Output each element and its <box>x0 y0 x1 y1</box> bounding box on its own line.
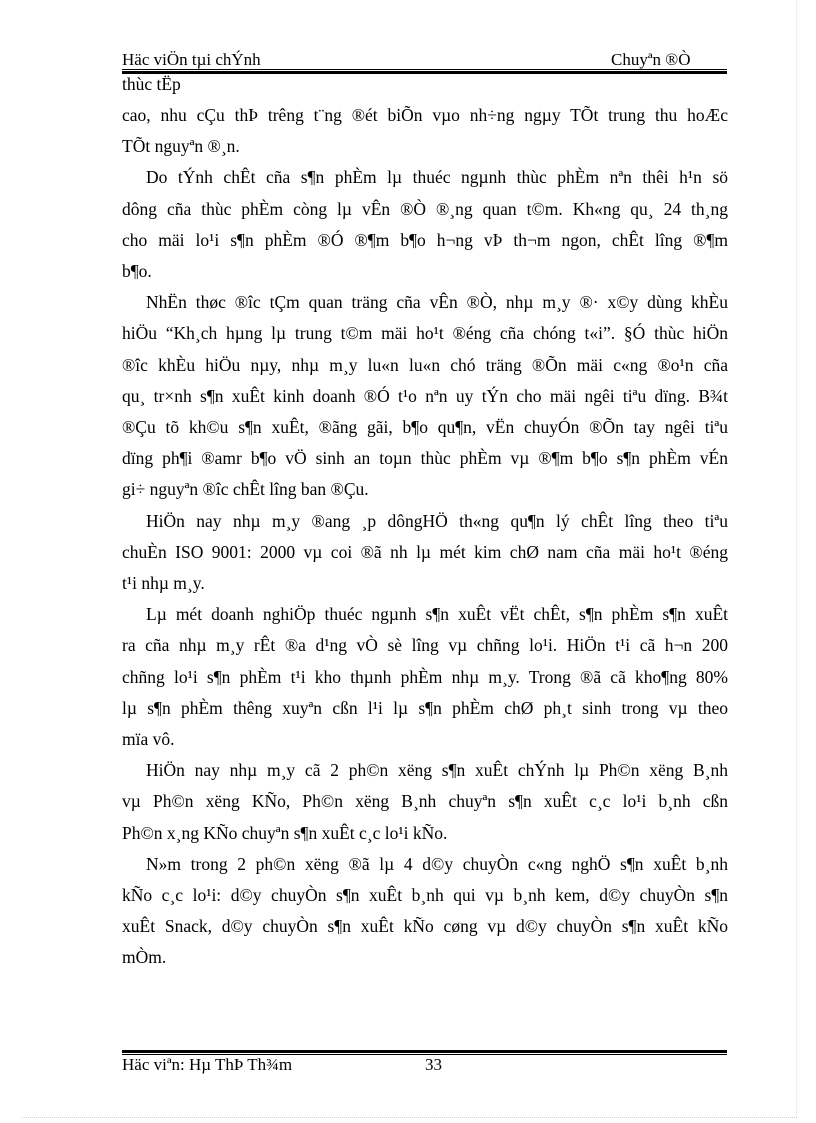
body-line: Ph©n x¸ng KÑo chuyªn s¶n xuÊt c¸c lo¹i kÑo. <box>122 822 448 843</box>
body-line: ®Çu tõ kh©u s¶n xuÊt, ®ãng gãi, b¶o qu¶n, vËn chuyÓn ®Õn tay ngêi tiªu <box>122 417 728 438</box>
body-line: chuÈn ISO 9001: 2000 vµ coi ®ã nh lµ mét kim chØ nam cña mäi ho¹t ®éng <box>122 541 728 562</box>
body-line: kÑo c¸c lo¹i: d©y chuyÒn s¶n xuÊt b¸nh qui vµ b¸nh kem, d©y chuyÒn s¶n <box>122 885 728 906</box>
body-line: mïa vô. <box>122 729 175 750</box>
body-line: gi÷ nguyªn ®îc chÊt lîng ban ®Çu. <box>122 479 369 500</box>
body-line: xuÊt Snack, d©y chuyÒn s¶n xuÊt kÑo cøng vµ d©y chuyÒn s¶n xuÊt kÑo <box>122 916 728 937</box>
body-line: chñng lo¹i s¶n phÈm t¹i kho thµnh phÈm nhµ m¸y. Trong ®ã cã kho¶ng 80% <box>122 666 728 687</box>
header-title: Chuyªn ®Ò <box>611 50 691 69</box>
header-institution: Häc viÖn tµi chÝnh <box>122 50 261 69</box>
body-line: TÕt nguyªn ®¸n. <box>122 136 240 157</box>
body-line: Do tÝnh chÊt cña s¶n phÈm lµ thuéc ngµnh thùc phÈm nªn thêi h¹n sö <box>146 167 728 188</box>
body-line: HiÖn nay nhµ m¸y ®ang ¸p dôngHÖ th«ng qu¶n lý chÊt lîng theo tiªu <box>146 510 728 531</box>
body-line: lµ s¶n phÈm thêng xuyªn cßn l¹i lµ s¶n phÈm chØ ph¸t sinh trong vµ theo <box>122 697 728 718</box>
page-edge-right <box>796 0 797 1117</box>
body-line: mÒm. <box>122 947 167 968</box>
body-line: cao, nhu cÇu thÞ trêng t¨ng ®ét biÕn vµo nh÷ng ngµy TÕt trung thu hoÆc <box>122 105 728 125</box>
body-line: NhËn thøc ®îc tÇm quan träng cña vÊn ®Ò, nhµ m¸y ®· x©y dùng khÈu <box>146 292 728 313</box>
body-line: dông cña thùc phÈm còng lµ vÊn ®Ò ®¸ng quan t©m. Kh«ng qu¸ 24 th¸ng <box>122 198 728 219</box>
footer-rule-thick <box>122 1050 727 1053</box>
header-rule-thin <box>122 69 727 70</box>
body-line: cho mäi lo¹i s¶n phÈm ®Ó ®¶m b¶o h¬ng vÞ th¬m ngon, chÊt lîng ®¶m <box>122 229 728 250</box>
body-line: Lµ mét doanh nghiÖp thuéc ngµnh s¶n xuÊt vËt chÊt, s¶n phÈm s¶n xuÊt <box>146 604 728 625</box>
body-line: qu¸ tr×nh s¶n xuÊt kinh doanh ®Ó t¹o nªn uy tÝn cho mäi ngêi tiªu dïng. B¾t <box>122 385 728 406</box>
body-line: vµ Ph©n xëng KÑo, Ph©n xëng B¸nh chuyªn s¶n xuÊt c¸c lo¹i b¸nh cßn <box>122 791 728 812</box>
body-line: hiÖu “Kh¸ch hµng lµ trung t©m mäi ho¹t ®éng cña chóng t«i”. §Ó thùc hiÖn <box>122 323 728 344</box>
body-text <box>122 74 728 974</box>
body-line: ®îc khÈu hiÖu nµy, nhµ m¸y lu«n lu«n chó träng ®Õn mäi c«ng ®o¹n cña <box>122 354 728 375</box>
body-line: N»m trong 2 ph©n xëng ®ã lµ 4 d©y chuyÒn c«ng nghÖ s¶n xuÊt b¸nh <box>146 853 728 874</box>
body-line: b¶o. <box>122 261 152 282</box>
body-line: t¹i nhµ m¸y. <box>122 573 205 594</box>
footer-author: Häc viªn: Hµ ThÞ Th¾m <box>122 1055 293 1074</box>
page-edge-bottom <box>22 1117 797 1118</box>
body-line: ra cña nhµ m¸y rÊt ®a d¹ng vÒ sè lîng vµ chñng lo¹i. HiÖn t¹i cã h¬n 200 <box>122 635 728 656</box>
page-number: 33 <box>425 1055 442 1074</box>
body-line: HiÖn nay nhµ m¸y cã 2 ph©n xëng s¶n xuÊt chÝnh lµ Ph©n xëng B¸nh <box>146 760 728 781</box>
body-line: thùc tËp <box>122 74 181 94</box>
body-line: dïng ph¶i ®amr b¶o vÖ sinh an toµn thùc phÈm vµ ®¶m b¶o s¶n phÈm vÉn <box>122 448 728 469</box>
